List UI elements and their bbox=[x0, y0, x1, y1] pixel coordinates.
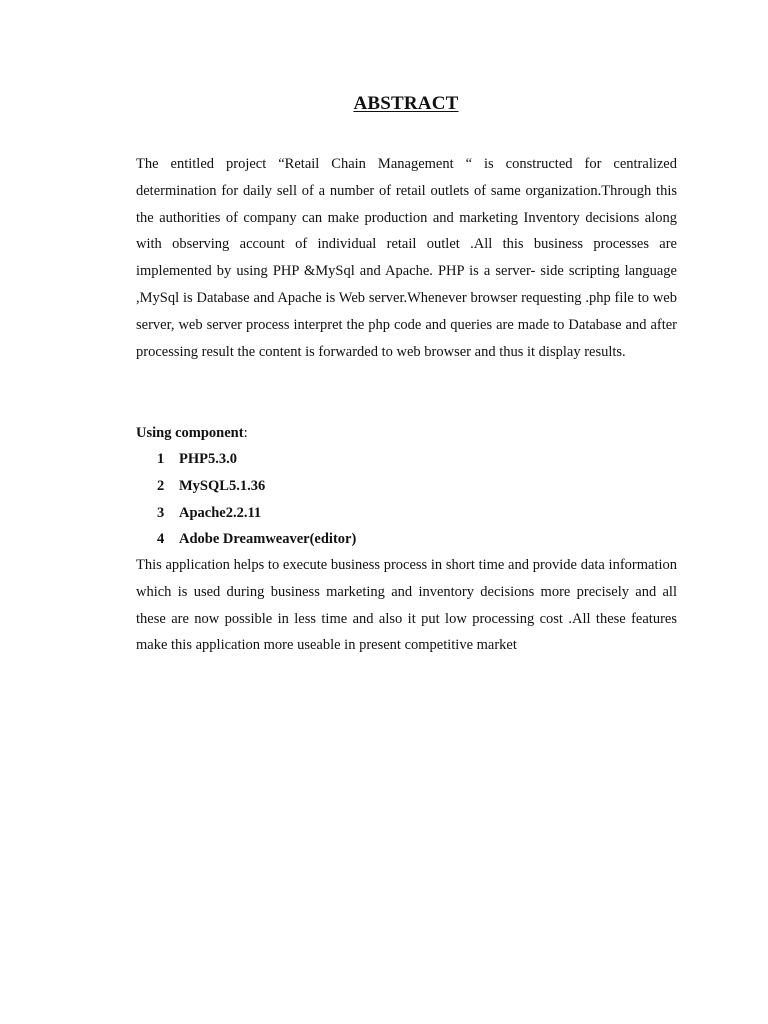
list-item-number: 4 bbox=[157, 531, 165, 548]
abstract-paragraph-1: The entitled project “Retail Chain Management “ is constructed for centralized determination for daily sell of a number of retail outlets of same organization.Through this the authorities of company can make production and marketing Inventory decisions along with observing account of individual retail outlet .All this business processes are implemented by using PHP &MySql and Apache. PHP is a server- side scripting language ,MySql is Database and Apache is Web server.Whenever browser requesting .php file to web server, web server process interpret the php code and queries are made to Database and after processing result the content is forwarded to web browser and thus it display results. bbox=[136, 156, 677, 360]
list-item bbox=[136, 500, 356, 527]
list-item bbox=[136, 526, 356, 553]
list-item-number: 3 bbox=[157, 504, 165, 521]
components-heading-colon: : bbox=[243, 425, 248, 441]
components-heading bbox=[136, 420, 248, 447]
page-title: ABSTRACT bbox=[353, 93, 459, 114]
list-item-label: Adobe Dreamweaver(editor) bbox=[179, 531, 357, 548]
list-item-number: 1 bbox=[157, 451, 165, 467]
list-item-number: 2 bbox=[157, 477, 165, 494]
list-item-label: Apache2.2.11 bbox=[179, 504, 262, 521]
list-item bbox=[136, 473, 356, 500]
abstract-paragraph-2: This application helps to execute business process in short time and provide data information which is used during business marketing and inventory decisions more precisely and all these are now possible in less time and also it put low processing cost .All these features make this application more useable in present competitive market bbox=[136, 557, 677, 654]
list-item-label: MySQL5.1.36 bbox=[179, 477, 266, 494]
component-list bbox=[136, 446, 356, 553]
list-item-label: PHP5.3.0 bbox=[179, 451, 237, 467]
list-item bbox=[136, 446, 356, 473]
components-heading-text: Using component bbox=[136, 425, 244, 441]
